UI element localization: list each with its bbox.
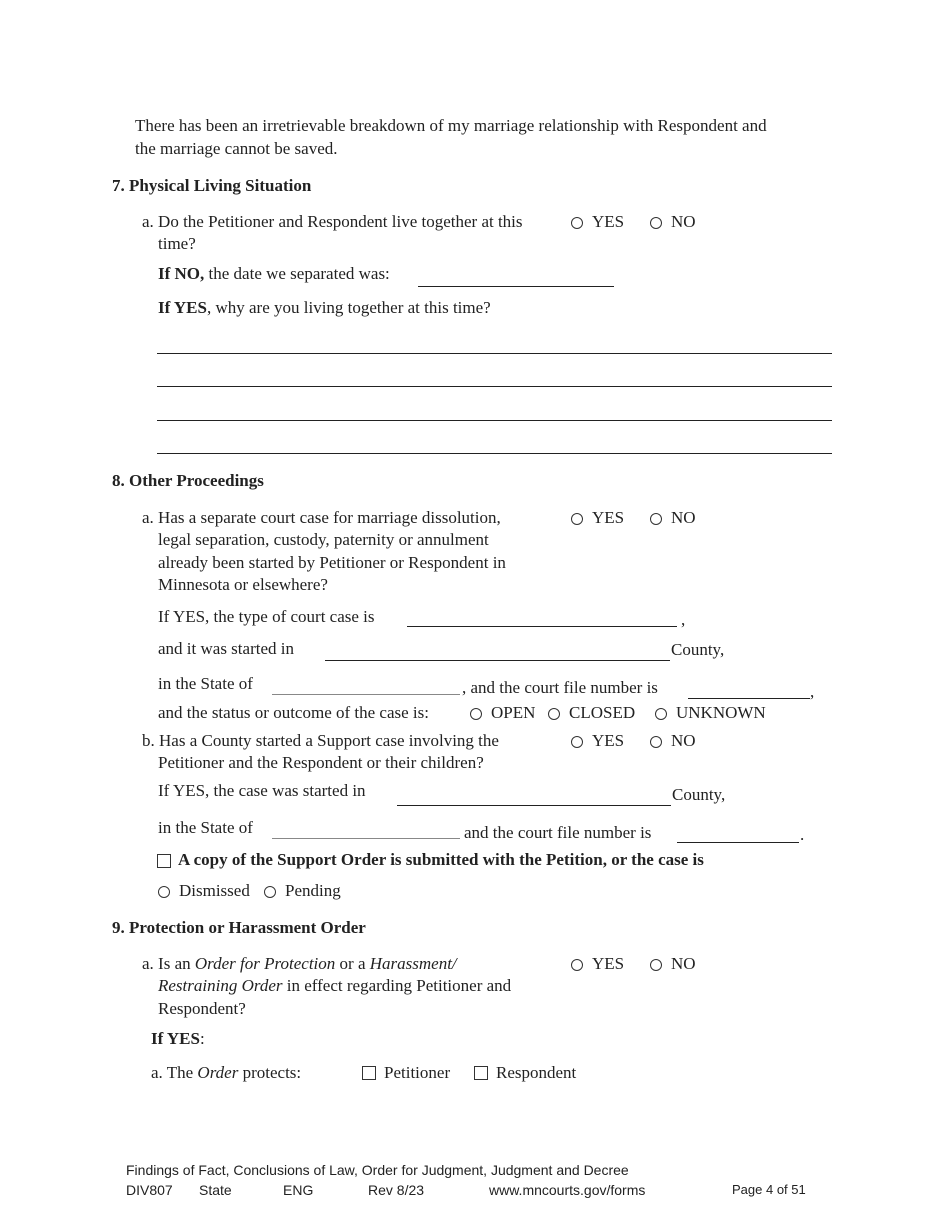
s8b-no-radio[interactable] [650,736,662,748]
court-file-number-field[interactable] [688,698,810,699]
living-together-reason-line-3[interactable] [157,420,832,421]
s7-if-yes-label: If YES, why are you living together at this time? [158,298,491,317]
case-status-label: and the status or outcome of the case is: [158,703,429,722]
s8a-question-line-1: a. Has a separate court case for marriage dissolution, [142,508,501,527]
section-8-heading: 8. Other Proceedings [112,471,264,490]
support-state-label: in the State of [158,818,253,837]
footer-title: Findings of Fact, Conclusions of Law, Order for Judgment, Judgment and Decree [126,1162,629,1178]
case-state-field[interactable] [272,694,460,695]
section-9-heading: 9. Protection or Harassment Order [112,918,366,937]
support-started-label: If YES, the case was started in [158,781,366,800]
court-file-label: , and the court file number is [462,678,658,697]
s7-no-radio[interactable] [650,217,662,229]
status-open-radio[interactable] [470,708,482,720]
status-unknown-label: UNKNOWN [676,703,766,722]
s9-if-yes-label: If YES: [151,1029,205,1048]
support-court-file-field[interactable] [677,842,799,843]
s8a-yes-label: YES [592,508,625,527]
living-together-reason-line-4[interactable] [157,453,832,454]
pending-label: Pending [285,881,341,900]
s8a-question-line-4: Minnesota or elsewhere? [158,575,328,594]
case-type-field[interactable] [407,626,677,627]
footer-form-code: DIV807 [126,1182,173,1198]
support-order-copy-checkbox[interactable] [157,854,171,868]
support-county-label: County, [672,785,726,804]
footer-state: State [199,1182,232,1198]
s8a-no-label: NO [671,508,696,527]
separation-date-field[interactable] [418,286,614,287]
court-file-comma: , [810,682,815,701]
status-closed-label: CLOSED [569,703,636,722]
dismissed-label: Dismissed [179,881,250,900]
footer-revision: Rev 8/23 [368,1182,425,1198]
s8a-question-line-2: legal separation, custody, paternity or annulment [158,530,489,549]
living-together-reason-line-1[interactable] [157,353,832,354]
intro-line-2: the marriage cannot be saved. [135,139,338,158]
status-closed-radio[interactable] [548,708,560,720]
footer-page-number: Page 4 of 51 [732,1182,806,1197]
s8b-question-line-2: Petitioner and the Respondent or their children? [158,753,484,772]
section-7-heading: 7. Physical Living Situation [112,176,312,195]
s9-yes-radio[interactable] [571,959,583,971]
protects-petitioner-checkbox[interactable] [362,1066,376,1080]
s8b-no-label: NO [671,731,696,750]
dismissed-radio[interactable] [158,886,170,898]
footer-url[interactable]: www.mncourts.gov/forms [489,1182,646,1198]
case-type-comma: , [681,610,686,629]
intro-line-1: There has been an irretrievable breakdown of my marriage relationship with Respondent and [135,116,767,135]
s9-question-line-3: Respondent? [158,999,246,1018]
s8b-yes-radio[interactable] [571,736,583,748]
support-court-file-label: and the court file number is [464,823,652,842]
support-order-copy-label: A copy of the Support Order is submitted with the Petition, or the case is [178,850,704,869]
case-type-label: If YES, the type of court case is [158,607,375,626]
case-county-label: County, [671,640,725,659]
order-protects-label: a. The Order protects: [151,1063,302,1082]
s7-question-line-1: a. Do the Petitioner and Respondent live together at this [142,212,523,231]
s9-yes-label: YES [592,954,625,973]
s8b-yes-label: YES [592,731,625,750]
s9-question-line-1: a. Is an Order for Protection or a Harassment/ [142,954,457,973]
support-county-field[interactable] [397,805,671,806]
s9-no-label: NO [671,954,696,973]
status-open-label: OPEN [491,703,536,722]
footer-language: ENG [283,1182,314,1198]
s8a-yes-radio[interactable] [571,513,583,525]
status-unknown-radio[interactable] [655,708,667,720]
protects-respondent-checkbox[interactable] [474,1066,488,1080]
support-court-file-period: . [800,825,805,844]
protects-petitioner-label: Petitioner [384,1063,451,1082]
protects-respondent-label: Respondent [496,1063,577,1082]
s8a-no-radio[interactable] [650,513,662,525]
living-together-reason-line-2[interactable] [157,386,832,387]
s8a-question-line-3: already been started by Petitioner or Respondent in [158,553,506,572]
support-state-field[interactable] [272,838,460,839]
started-in-label: and it was started in [158,639,294,658]
case-county-field[interactable] [325,660,670,661]
pending-radio[interactable] [264,886,276,898]
s7-if-no-label: If NO, the date we separated was: [158,264,390,283]
s9-no-radio[interactable] [650,959,662,971]
s9-question-line-2: Restraining Order in effect regarding Petitioner and [158,976,512,995]
case-state-label: in the State of [158,674,253,693]
s8b-question-line-1: b. Has a County started a Support case involving the [142,731,499,750]
s7-yes-label: YES [592,212,625,231]
s7-question-line-2: time? [158,234,196,253]
s7-yes-radio[interactable] [571,217,583,229]
s7-no-label: NO [671,212,696,231]
